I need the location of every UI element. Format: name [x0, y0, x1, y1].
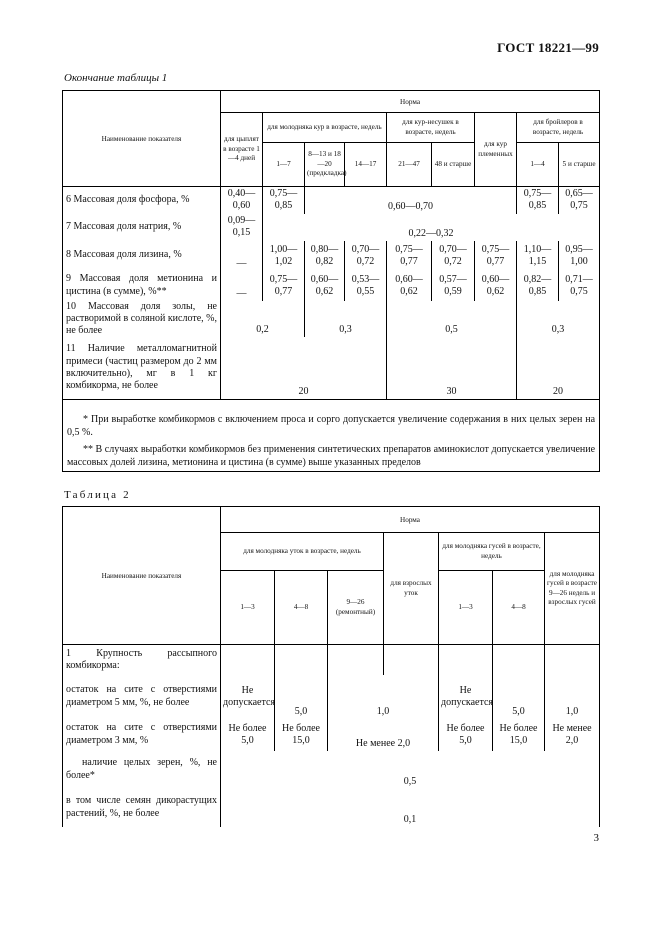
t1-note-1: * При выработке комбикормов с включением проса и сорго допускается увеличение содержания в них целых зерен на 0,5 %. — [67, 413, 596, 438]
t2-row5mm-b: 5,0 — [275, 675, 328, 719]
t1-row9-val: 0,57—0,59 — [432, 271, 475, 301]
t1-row10-g1: 0,2 — [221, 301, 305, 338]
t2-sub-1: 1—3 — [221, 571, 275, 645]
t1-row9-val: 0,53—0,55 — [345, 271, 387, 301]
t2-row3mm-f: Не менее 2,0 — [545, 719, 600, 751]
t1-row9-val: 0,75—0,77 — [263, 271, 305, 301]
t1-row9-label: 9 Массовая доля метионина и цистина (в сумме), %** — [63, 271, 221, 301]
t1-row8-val: 0,80—0,82 — [305, 241, 345, 271]
t1-row6-mid: 0,60—0,70 — [305, 187, 517, 214]
t1-row7-label: 7 Массовая доля натрия, % — [63, 214, 221, 241]
t1-row8-val: 0,75—0,77 — [387, 241, 432, 271]
page-number: 3 — [593, 832, 599, 844]
t2-norm-header: Норма — [221, 507, 600, 533]
t2-row5mm-f: 1,0 — [545, 675, 600, 719]
t1-row8-label: 8 Массовая доля лизина, % — [63, 241, 221, 271]
t1-group-young: для молодняка кур в возрасте, недель — [263, 113, 387, 143]
t1-row6-v1: 0,40—0,60 — [221, 187, 263, 214]
t1-row7-v1: 0,09—0,15 — [221, 214, 263, 241]
t2-group-ducklings: для молодняка уток в возрасте, недель — [221, 533, 384, 571]
t1-row10-label: 10 Массовая доля золы, не растворимой в соляной кислоте, %, не более — [63, 301, 221, 338]
t1-row8-val: 1,10—1,15 — [517, 241, 559, 271]
t1-row9-val: 0,82—0,85 — [517, 271, 559, 301]
t1-row9-val: — — [221, 271, 263, 301]
t2-row3mm-label: остаток на сите с отверстиями диаметром 3 мм, % — [63, 719, 221, 751]
t1-group-layers: для кур-несушек в возрасте, недель — [387, 113, 475, 143]
t1-group-chicks: для цыплят в возрасте 1—4 дней — [221, 113, 263, 187]
t1-sub-3: 14—17 — [345, 143, 387, 187]
t1-row6-label: 6 Массовая доля фосфора, % — [63, 187, 221, 214]
t1-group-breeders: для кур племенных — [475, 113, 517, 187]
t2-row3mm-d: Не более 5,0 — [439, 719, 493, 751]
t2-row5mm-d: Не допускается — [439, 675, 493, 719]
t2-row5mm-label: остаток на сите с отверстиями диаметром 5 мм, %, не более — [63, 675, 221, 719]
t2-indicator-header: Наименование показателя — [63, 507, 221, 645]
t1-row6-b2: 0,65—0,75 — [559, 187, 600, 214]
t1-sub-7: 5 и старше — [559, 143, 600, 187]
t2-row1-title: 1 Крупность рассыпного комбикорма: — [63, 645, 221, 675]
t1-row8-val: 1,00—1,02 — [263, 241, 305, 271]
table1-caption: Окончание таблицы 1 — [64, 72, 168, 84]
t2-row-seeds-label: в том числе семян дикорастущих растений, %, не более — [63, 789, 221, 827]
t1-row11-label: 11 Наличие металломагнитной примеси (частиц размером до 2 мм включительно), мг в 1 кг комбикорма, не более — [63, 337, 221, 399]
t1-note-2: ** В случаях выработки комбикормов без применения синтетических препаратов аминокислот допускается увеличение массовых долей лизина, метионина и цистина (в сумме) выше указанных пределов — [67, 443, 596, 468]
t2-row-seeds-value: 0,1 — [221, 789, 600, 827]
t2-sub-3: 9—26 (ремонтный) — [328, 571, 384, 645]
t2-row5mm-e: 5,0 — [493, 675, 545, 719]
t1-norm-header: Норма — [221, 91, 600, 113]
table2-caption: Таблица 2 — [64, 489, 131, 501]
t1-indicator-header: Наименование показателя — [63, 91, 221, 187]
t1-row10-g3: 0,5 — [387, 301, 517, 338]
t1-row10-g2: 0,3 — [305, 301, 387, 338]
t2-row3mm-e: Не более 15,0 — [493, 719, 545, 751]
t1-row9-val: 0,60—0,62 — [475, 271, 517, 301]
t1-row7-rest: 0,22—0,32 — [263, 214, 600, 241]
t2-row3mm-a: Не более 5,0 — [221, 719, 275, 751]
t2-row3mm-c: Не менее 2,0 — [328, 719, 439, 751]
t2-row-grains-label: наличие целых зерен, %, не более* — [63, 751, 221, 789]
t2-row-grains-value: 0,5 — [221, 751, 600, 789]
t1-sub-5: 48 и старше — [432, 143, 475, 187]
t1-sub-2: 8—13 и 18—20 (предкладка) — [305, 143, 345, 187]
t2-group-old-geese: для молодняка гусей в возрасте 9—26 недель и взрослых гусей — [545, 533, 600, 645]
t1-row6-v2: 0,75—0,85 — [263, 187, 305, 214]
t1-row9-val: 0,60—0,62 — [305, 271, 345, 301]
t2-row5mm-c: 1,0 — [328, 675, 439, 719]
t1-notes — [63, 399, 600, 471]
t1-row9-val: 0,60—0,62 — [387, 271, 432, 301]
t2-row5mm-a: Не допускается — [221, 675, 275, 719]
t2-group-adult-ducks: для взрослых уток — [384, 533, 439, 645]
t1-row10-g4: 0,3 — [517, 301, 600, 338]
t2-row3mm-b: Не более 15,0 — [275, 719, 328, 751]
t2-sub-4: 1—3 — [439, 571, 493, 645]
t1-row9-val: 0,71—0,75 — [559, 271, 600, 301]
t2-sub-5: 4—8 — [493, 571, 545, 645]
t1-row8-val: 0,75—0,77 — [475, 241, 517, 271]
t2-sub-2: 4—8 — [275, 571, 328, 645]
t1-row11-g2: 30 — [387, 337, 517, 399]
t1-row8-val: — — [221, 241, 263, 271]
t1-group-broilers: для бройлеров в возрасте, недель — [517, 113, 600, 143]
t1-sub-1: 1—7 — [263, 143, 305, 187]
t1-row11-g3: 20 — [517, 337, 600, 399]
t2-group-goslings: для молодняка гусей в возрасте, недель — [439, 533, 545, 571]
t1-sub-6: 1—4 — [517, 143, 559, 187]
table2 — [62, 506, 600, 827]
t1-row8-val: 0,70—0,72 — [432, 241, 475, 271]
t1-row11-g1: 20 — [221, 337, 387, 399]
t1-row8-val: 0,95—1,00 — [559, 241, 600, 271]
t1-row6-b1: 0,75—0,85 — [517, 187, 559, 214]
t1-sub-4: 21—47 — [387, 143, 432, 187]
table1 — [62, 90, 600, 472]
standard-number: ГОСТ 18221—99 — [497, 40, 599, 55]
t1-row8-val: 0,70—0,72 — [345, 241, 387, 271]
